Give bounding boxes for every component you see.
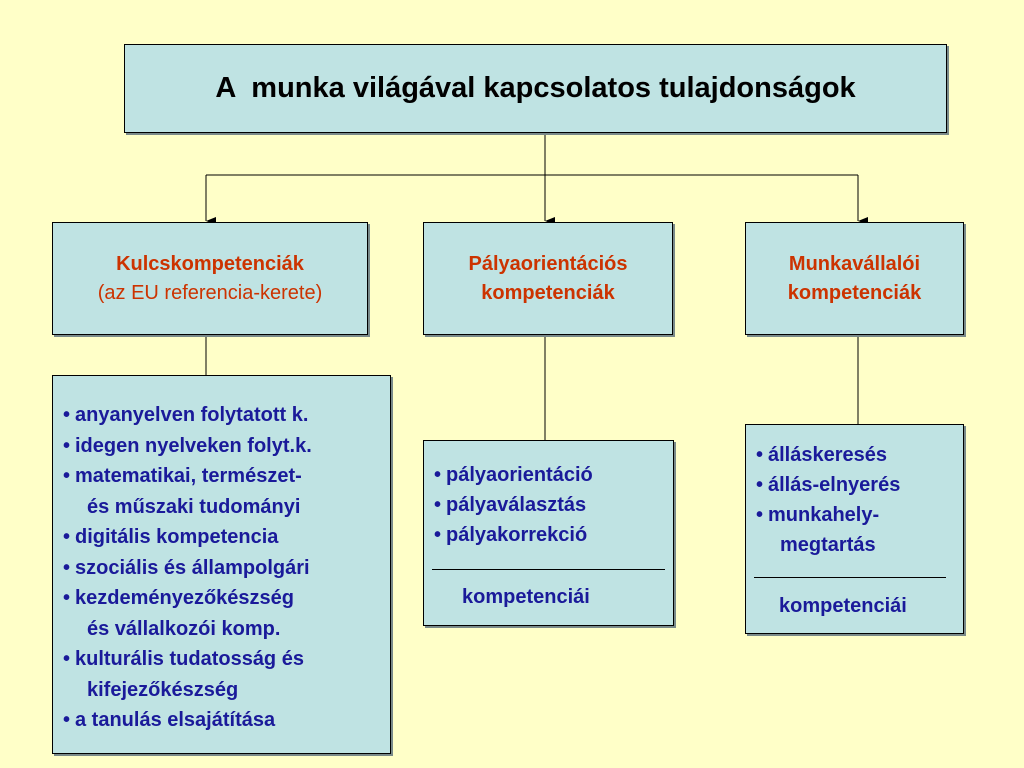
list-item: • kulturális tudatosság és: [63, 648, 304, 670]
list-item: • pályakorrekció: [434, 524, 588, 546]
list-item: • matematikai, természet-: [63, 465, 302, 487]
munka-footer: kompetenciái: [779, 595, 907, 617]
list-item: • idegen nyelveken folyt.k.: [63, 434, 312, 457]
munka-subheading: kompetenciák: [787, 281, 922, 304]
kulcs-heading: Kulcskompetenciák: [116, 252, 304, 275]
divider: [432, 569, 665, 570]
list-item: • pályaválasztás: [434, 494, 587, 516]
palya-footer: kompetenciái: [462, 586, 590, 608]
kulcs-list-box: [52, 375, 391, 754]
list-item: • digitális kompetencia: [63, 526, 279, 548]
munka-list: [756, 440, 963, 560]
list-item: • munkahely-: [756, 504, 880, 526]
munka-list-box: [745, 424, 964, 634]
list-item: • álláskeresés: [756, 444, 888, 466]
list-item-continuation: és vállalkozói komp.: [87, 617, 281, 640]
list-item-continuation: kifejezőkészség: [87, 678, 239, 701]
list-item: • pályaorientáció: [434, 464, 593, 486]
list-item: • a tanulás elsajátítása: [63, 709, 276, 731]
palya-heading: Pályaorientációs: [468, 252, 628, 275]
munkavallaloi-box: [745, 222, 964, 335]
munka-heading: Munkavállalói: [788, 252, 921, 275]
palya-subheading: kompetenciák: [481, 281, 615, 304]
list-item: • anyanyelven folytatott k.: [63, 404, 309, 426]
palya-list: [434, 460, 673, 550]
divider: [754, 577, 946, 578]
list-item: • állás-elnyerés: [756, 474, 901, 496]
list-item-continuation: megtartás: [780, 534, 876, 556]
palya-list-box: [423, 440, 674, 626]
title-box: [124, 44, 947, 133]
diagram-title: A munka világával kapcsolatos tulajdonságok: [215, 72, 856, 104]
list-item: • szociális és állampolgári: [63, 556, 310, 579]
list-item-continuation: és műszaki tudományi: [87, 495, 301, 518]
kulcskompetenciak-box: [52, 222, 368, 335]
kulcs-list: [63, 400, 390, 736]
list-item: • kezdeményezőkészség: [63, 587, 295, 609]
palyaorientacios-box: [423, 222, 673, 335]
kulcs-subheading: (az EU referencia-kerete): [97, 281, 323, 304]
